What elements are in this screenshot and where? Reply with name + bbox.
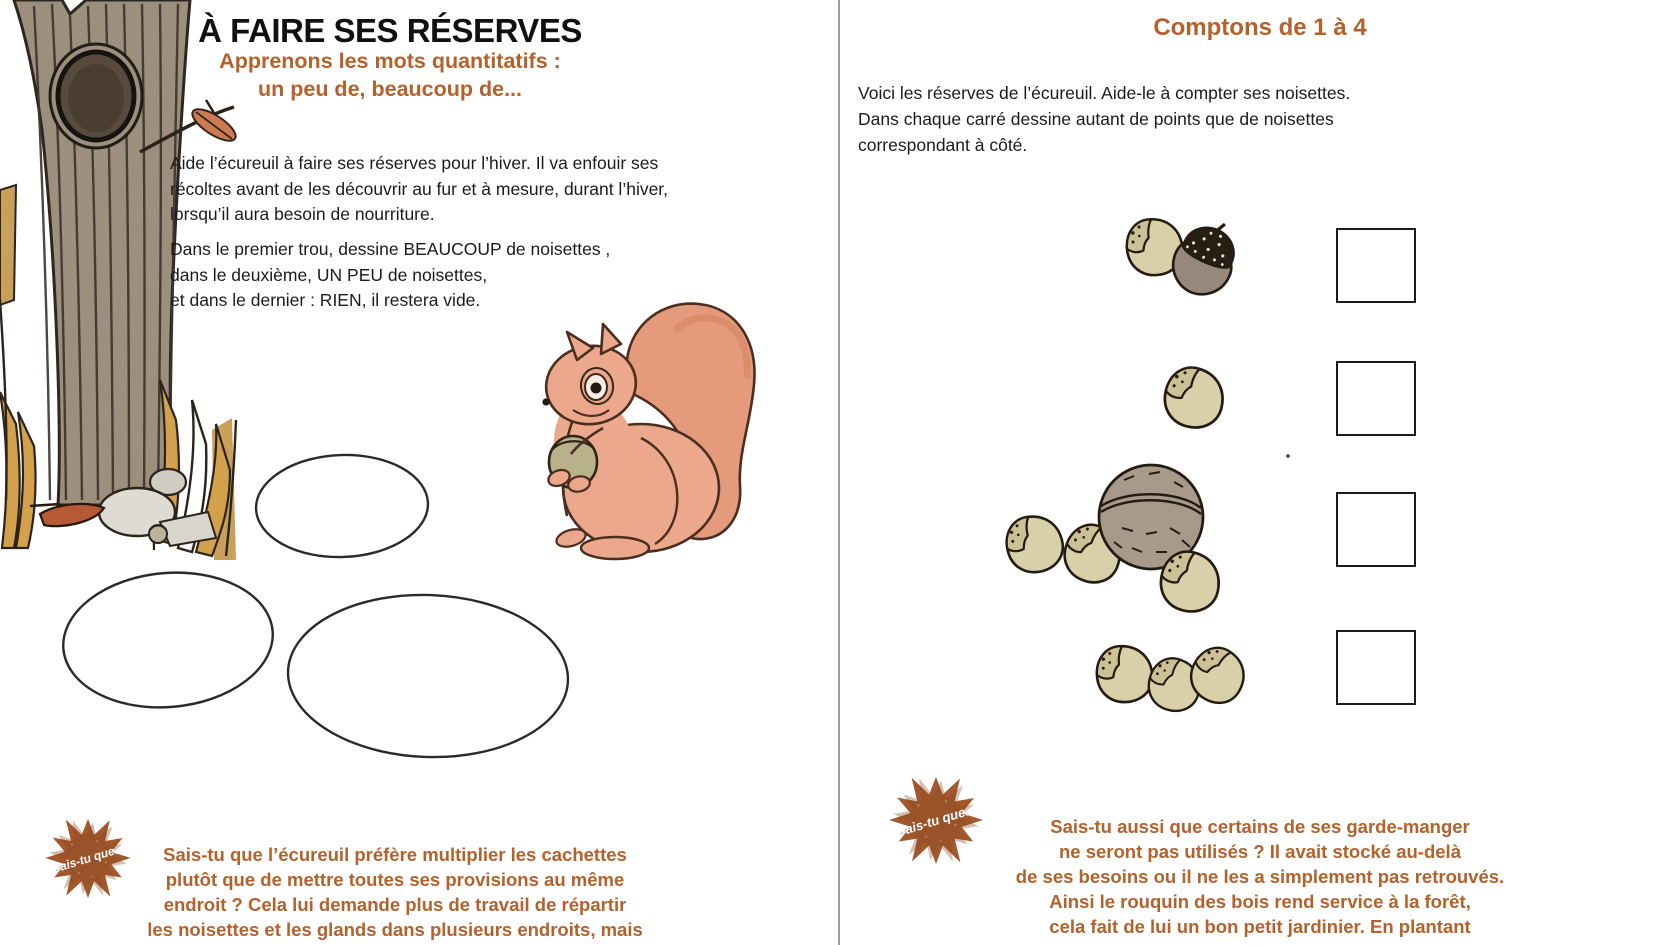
squirrel-foot: [581, 537, 649, 559]
nuts-row-1: [1112, 203, 1262, 308]
nuts-row-3: [996, 446, 1296, 621]
intro-paragraph: Aide l’écureuil à faire ses réserves pour l’hiver. Il va enfouir ses récoltes avant de les découvrir au fur et à mesure, durant l’hiver, lorsqu’il aura besoin de nourriture.: [170, 153, 669, 224]
squirrel-nose: [542, 398, 549, 405]
fact-text: Sais-tu que l’écureuil préfère multiplier les cachettes plutôt que de mettre toutes ses provisions au même endroit ? Cela lui demande plus de travail de répartir les noisettes et les glands dans plusieurs endroits, mais: [147, 844, 643, 940]
page-left: [0, 0, 838, 945]
answer-box-2: [1336, 361, 1416, 436]
hole-third-rien: [285, 590, 570, 762]
badge-label: Sais-tu que...: [50, 840, 126, 877]
answer-box-3: [1336, 492, 1416, 567]
answer-box-1: [1336, 228, 1416, 303]
intro-paragraph: Voici les réserves de l’écureuil. Aide-le à compter ses noisettes. Dans chaque carré dessine autant de points que de noisettes correspondant à côté.: [858, 83, 1351, 155]
badge-label: Sais-tu que...: [894, 801, 978, 840]
page-right: [840, 0, 1680, 945]
lesson-subtitle: [90, 47, 690, 103]
subtitle-line: un peu de, beaucoup de...: [258, 77, 522, 101]
hole-first-beaucoup: [254, 452, 429, 560]
fact-text: Sais-tu aussi que certains de ses garde-manger ne seront pas utilisés ? Il avait stocké au-delà de ses besoins ou il ne les a simplement pas retrouvés. Ainsi le rouquin des bois rend service à la forêt, cela fait de lui un bon petit jardinier. En plantant: [1015, 816, 1505, 937]
squirrel-head: [540, 324, 642, 431]
nuts-row-4: [1086, 634, 1256, 726]
answer-box-4: [1336, 630, 1416, 705]
subtitle-line: Apprenons les mots quantitatifs :: [219, 49, 561, 73]
squirrel-ear: [601, 324, 621, 354]
hole-second-un-peu: [58, 564, 279, 716]
nuts-row-2: [1146, 356, 1246, 438]
page-title: Comptons de 1 à 4: [1153, 14, 1367, 41]
squirrel-illustration: [515, 290, 783, 562]
page-title: À FAIRE SES RÉSERVES: [198, 12, 582, 50]
instructions-paragraph: Dans le premier trou, dessine BEAUCOUP de noisettes , dans le deuxième, UN PEU de noisettes, et dans le dernier : RIEN, il restera vide.: [170, 239, 611, 310]
